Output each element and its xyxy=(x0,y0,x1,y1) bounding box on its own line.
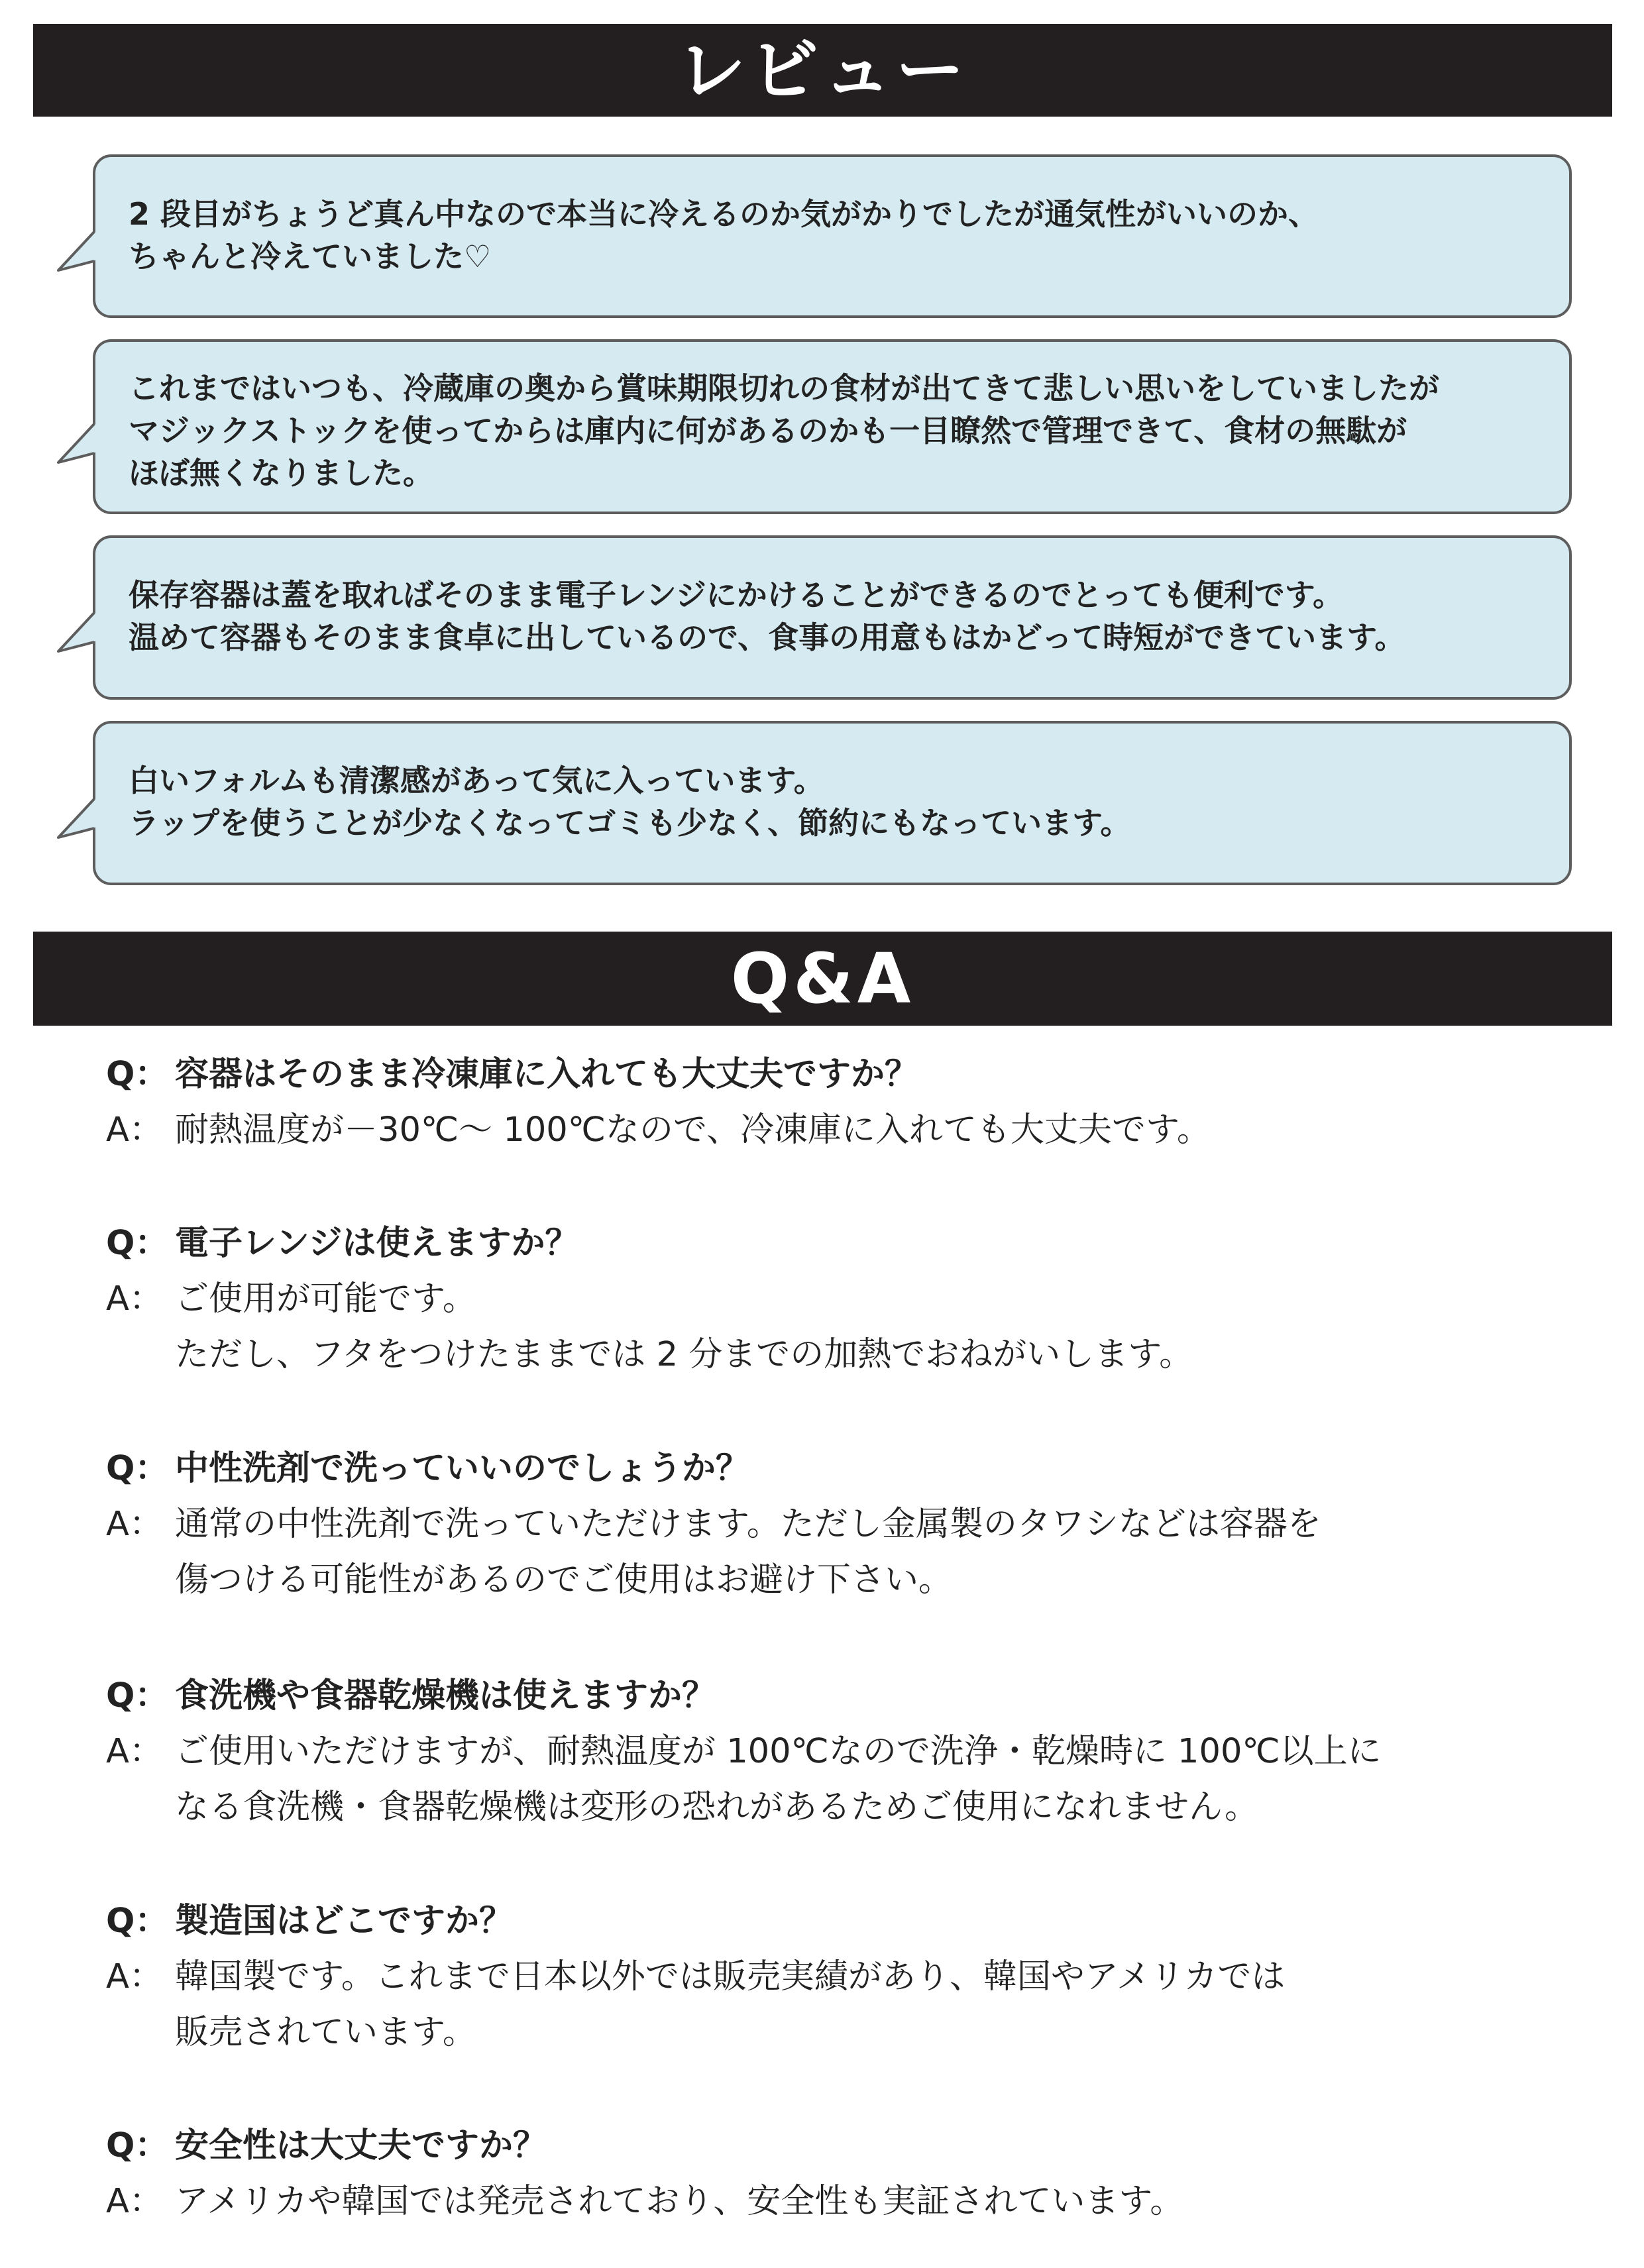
review-text-line: 白いフォルムも清潔感があって気に入っています。 xyxy=(129,763,824,798)
question-prefix: Q： xyxy=(106,1676,169,1715)
review-text-line: 2 段目がちょうど真ん中なので本当に冷えるのか気がかりでしたが通気性がいいのか、 xyxy=(129,196,1319,232)
answer-row xyxy=(106,1103,1584,1158)
review-header-bar xyxy=(33,24,1612,117)
qa-header-bar xyxy=(33,932,1612,1026)
review-bubble-4 xyxy=(93,721,1572,885)
review-text-line: マジックストックを使ってからは庫内に何があるのかも一目瞭然で管理できて、食材の無駄が xyxy=(129,413,1407,449)
answer-text-line: なる食洗機・食器乾燥機は変形の恐れがあるためご使用になれません。 xyxy=(175,1788,1259,1827)
qa-item-2 xyxy=(106,1216,1584,1383)
question-row xyxy=(106,1047,1584,1103)
answer-row xyxy=(106,1724,1584,1835)
answer-row xyxy=(106,1497,1584,1608)
answer-text-line: 販売されています。 xyxy=(175,2013,476,2052)
speech-tail-icon xyxy=(56,225,102,298)
qa-item-1 xyxy=(106,1047,1584,1158)
review-text-line: ほぼ無くなりました。 xyxy=(129,455,433,491)
speech-tail-icon xyxy=(56,606,102,679)
question-row xyxy=(106,2118,1584,2174)
review-text-line: ちゃんと冷えていました♡ xyxy=(129,239,492,274)
question-row xyxy=(106,1441,1584,1497)
question-prefix: Q： xyxy=(106,1449,169,1488)
answer-text-line: ただし、フタをつけたままでは 2 分までの加熱でおねがいします。 xyxy=(175,1335,1193,1374)
answer-row xyxy=(106,2174,1584,2230)
question-text: 電子レンジは使えますか？ xyxy=(175,1224,579,1263)
speech-tail-icon xyxy=(56,792,102,865)
question-text: 中性洗剤で洗っていいのでしょうか？ xyxy=(175,1449,750,1488)
qa-item-3 xyxy=(106,1441,1584,1608)
question-row xyxy=(106,1894,1584,1949)
question-text: 容器はそのまま冷凍庫に入れても大丈夫ですか？ xyxy=(175,1055,919,1094)
answer-prefix: A： xyxy=(106,1279,163,1319)
question-text: 安全性は大丈夫ですか？ xyxy=(175,2126,547,2165)
answer-text-line: ご使用が可能です。 xyxy=(175,1279,476,1319)
review-text-line: 保存容器は蓋を取ればそのまま電子レンジにかけることができるのでとっても便利です。 xyxy=(129,577,1344,613)
question-row xyxy=(106,1668,1584,1724)
answer-text-line: 傷つける可能性があるのでご使用はお避け下さい。 xyxy=(175,1560,953,1599)
qa-item-6 xyxy=(106,2118,1584,2230)
question-prefix: Q： xyxy=(106,1902,169,1941)
answer-prefix: A： xyxy=(106,1505,163,1544)
question-prefix: Q： xyxy=(106,2126,169,2165)
speech-tail-icon xyxy=(56,417,102,490)
answer-text-line: ご使用いただけますが、耐熱温度が 100℃なので洗浄・乾燥時に 100℃以上に xyxy=(175,1732,1382,1771)
question-prefix: Q： xyxy=(106,1224,169,1263)
answer-text-line: 通常の中性洗剤で洗っていただけます。ただし金属製のタワシなどは容器を xyxy=(175,1505,1321,1544)
review-bubble-3 xyxy=(93,535,1572,700)
answer-row xyxy=(106,1271,1584,1383)
review-bubble-2 xyxy=(93,339,1572,514)
qa-item-5 xyxy=(106,1894,1584,2061)
question-text: 食洗機や食器乾燥機は使えますか？ xyxy=(175,1676,716,1715)
question-prefix: Q： xyxy=(106,1055,169,1094)
review-text-line: ラップを使うことが少なくなってゴミも少なく、節約にもなっています。 xyxy=(129,805,1131,841)
answer-prefix: A： xyxy=(106,1110,163,1150)
qa-item-4 xyxy=(106,1668,1584,1835)
answer-text-line: 韓国製です。これまで日本以外では販売実績があり、韓国やアメリカでは xyxy=(175,1957,1286,1996)
review-title: レビュー xyxy=(677,30,969,111)
answer-text-line: アメリカや韓国では発売されており、安全性も実証されています。 xyxy=(175,2182,1184,2221)
review-text-line: これまではいつも、冷蔵庫の奥から賞味期限切れの食材が出てきて悲しい思いをしていましたが xyxy=(129,370,1439,406)
review-text-line: 温めて容器もそのまま食卓に出しているので、食事の用意もはかどって時短ができています。 xyxy=(129,620,1405,655)
review-bubble-1 xyxy=(93,154,1572,318)
question-text: 製造国はどこですか？ xyxy=(175,1902,514,1941)
answer-prefix: A： xyxy=(106,1957,163,1996)
answer-prefix: A： xyxy=(106,1732,163,1771)
qa-title: Q&A xyxy=(730,938,915,1019)
question-row xyxy=(106,1216,1584,1271)
answer-prefix: A： xyxy=(106,2182,163,2221)
answer-text-line: 耐熱温度が－30℃～ 100℃なので、冷凍庫に入れても大丈夫です。 xyxy=(175,1110,1211,1150)
answer-row xyxy=(106,1949,1584,2061)
